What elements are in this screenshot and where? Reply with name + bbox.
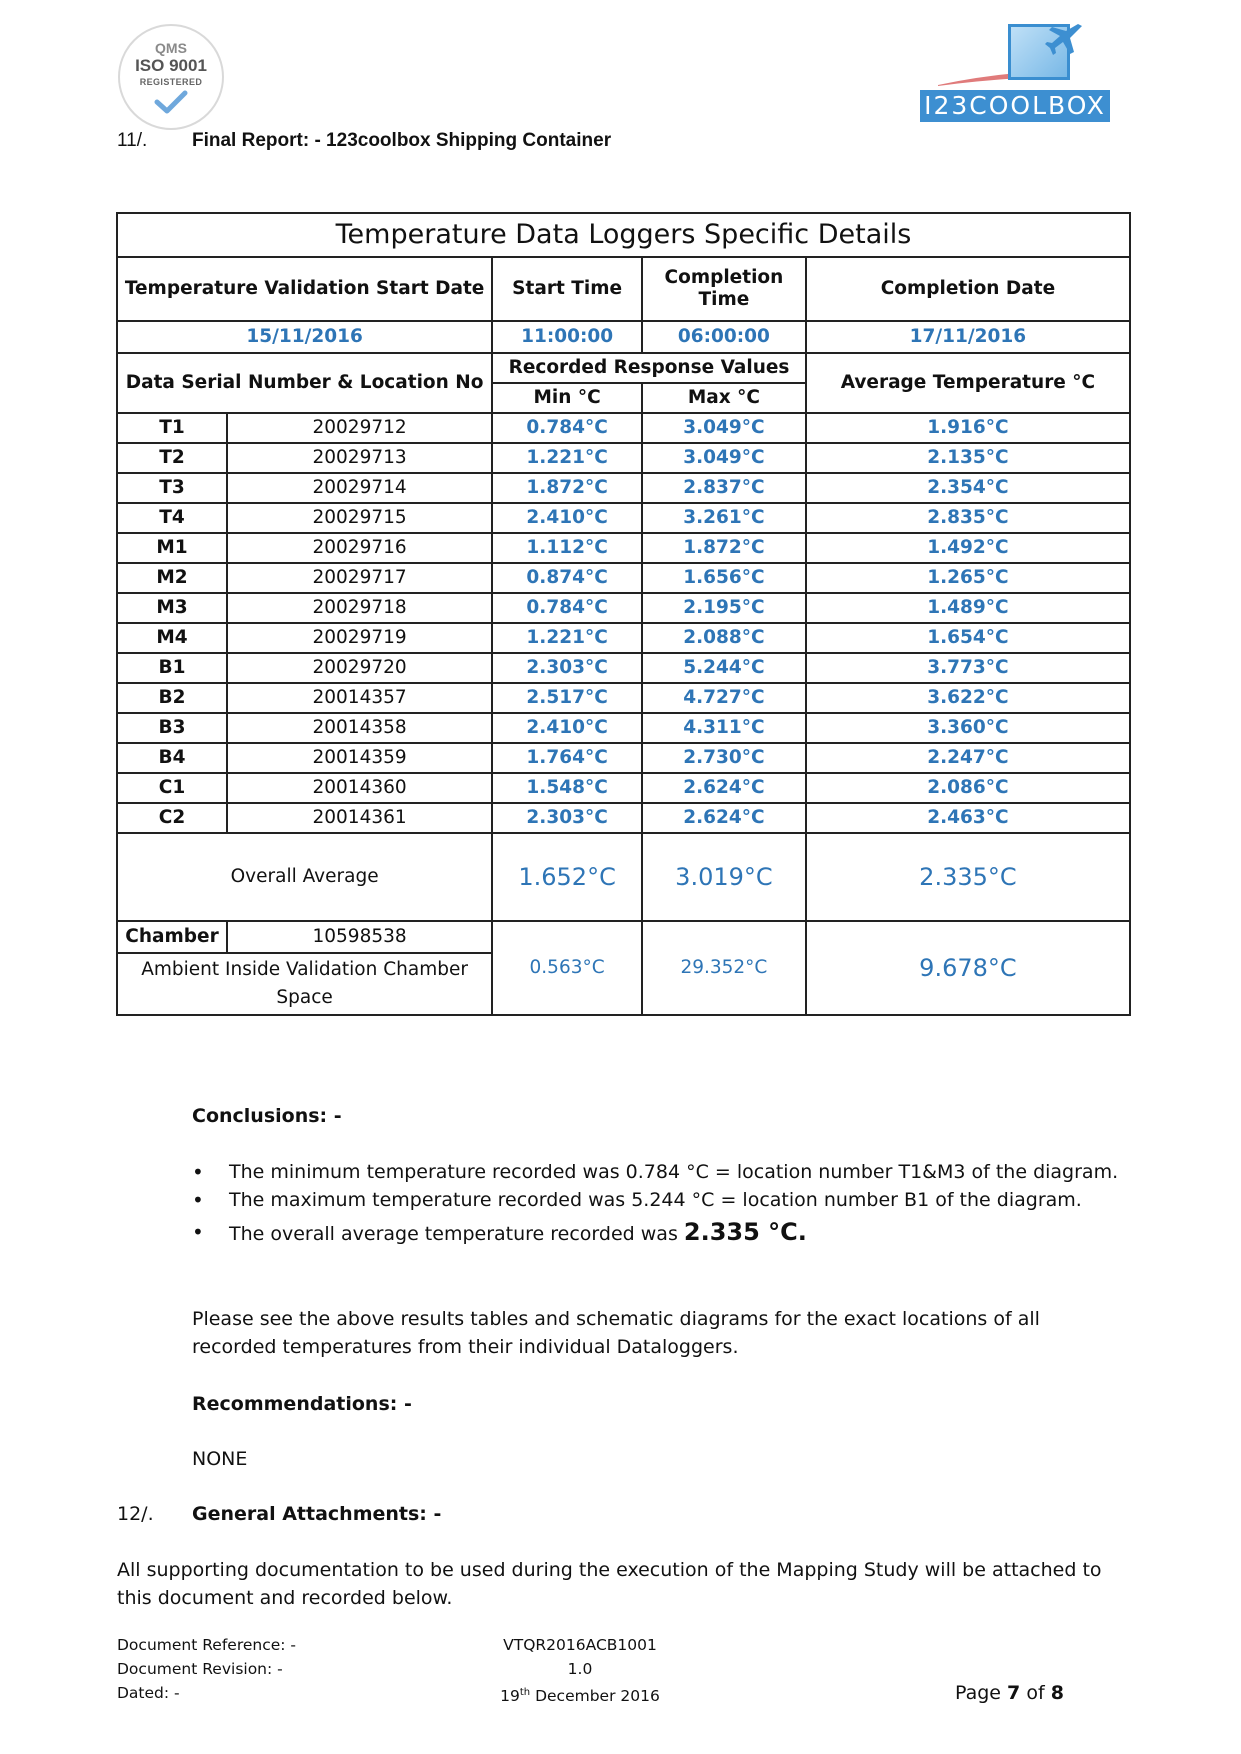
min-cell: 0.784°C xyxy=(492,413,642,443)
doc-reference-value: VTQR2016ACB1001 xyxy=(503,1636,657,1654)
table-row xyxy=(117,443,1130,473)
page-mid: of xyxy=(1020,1682,1051,1704)
recommendations-title: Recommendations: - xyxy=(192,1393,412,1415)
max-cell: 2.624°C xyxy=(642,803,806,833)
chamber-label: Chamber xyxy=(117,921,227,953)
min-cell: 2.303°C xyxy=(492,803,642,833)
overall-min: 1.652°C xyxy=(492,833,642,921)
completion-time-value: 06:00:00 xyxy=(642,321,806,353)
table-row xyxy=(117,713,1130,743)
section-number: 11/. xyxy=(117,130,148,151)
min-cell: 2.410°C xyxy=(492,503,642,533)
overall-average-row xyxy=(117,833,1130,921)
avg-cell: 1.654°C xyxy=(806,623,1130,653)
min-cell: 2.303°C xyxy=(492,653,642,683)
conclusions-heading xyxy=(192,1102,342,1130)
serial-cell: 20029718 xyxy=(227,593,492,623)
header-serial-location: Data Serial Number & Location No xyxy=(117,353,492,413)
serial-cell: 20029717 xyxy=(227,563,492,593)
location-cell: B1 xyxy=(117,653,227,683)
table-caption-row xyxy=(117,213,1130,257)
table-row xyxy=(117,473,1130,503)
list-item: • The minimum temperature recorded was 0.784 °C = location number T1&M3 of the diagram. xyxy=(192,1158,1132,1186)
chamber-min: 0.563°C xyxy=(492,921,642,1015)
doc-revision-label: Document Revision: - xyxy=(117,1660,283,1678)
overall-text: The overall average temperature recorded was xyxy=(229,1223,684,1245)
header-min: Min °C xyxy=(492,383,642,413)
max-cell: 2.088°C xyxy=(642,623,806,653)
avg-cell: 2.135°C xyxy=(806,443,1130,473)
avg-cell: 2.247°C xyxy=(806,743,1130,773)
avg-cell: 1.489°C xyxy=(806,593,1130,623)
min-cell: 1.872°C xyxy=(492,473,642,503)
table-row xyxy=(117,563,1130,593)
table-row xyxy=(117,803,1130,833)
logo-text: I23COOLBOX xyxy=(920,90,1110,122)
location-cell: M2 xyxy=(117,563,227,593)
dated-label: Dated: - xyxy=(117,1684,180,1702)
header-completion-time: Completion Time xyxy=(642,257,806,321)
table-row xyxy=(117,683,1130,713)
recommendations-heading xyxy=(192,1390,412,1418)
doc-reference-label: Document Reference: - xyxy=(117,1636,297,1654)
max-cell: 2.730°C xyxy=(642,743,806,773)
max-cell: 4.311°C xyxy=(642,713,806,743)
serial-cell: 20029715 xyxy=(227,503,492,533)
serial-cell: 20014359 xyxy=(227,743,492,773)
location-cell: M1 xyxy=(117,533,227,563)
dated-value xyxy=(480,1681,680,1708)
overall-max: 3.019°C xyxy=(642,833,806,921)
start-date-value: 15/11/2016 xyxy=(117,321,492,353)
badge-registered: REGISTERED xyxy=(139,77,203,87)
avg-cell: 2.086°C xyxy=(806,773,1130,803)
serial-cell: 20014361 xyxy=(227,803,492,833)
header-start-date: Temperature Validation Start Date xyxy=(117,257,492,321)
page-prefix: Page xyxy=(955,1682,1008,1704)
max-cell: 3.049°C xyxy=(642,443,806,473)
subheader-row-1 xyxy=(117,353,1130,383)
overall-average-label: Overall Average xyxy=(117,833,492,921)
dated-suffix: th xyxy=(519,1687,531,1698)
serial-cell: 20029716 xyxy=(227,533,492,563)
location-cell: B2 xyxy=(117,683,227,713)
location-cell: T3 xyxy=(117,473,227,503)
chamber-row xyxy=(117,921,1130,953)
overall-avg: 2.335°C xyxy=(806,833,1130,921)
serial-cell: 20029719 xyxy=(227,623,492,653)
dated-rest: December 2016 xyxy=(530,1687,660,1706)
avg-cell: 3.773°C xyxy=(806,653,1130,683)
location-cell: C2 xyxy=(117,803,227,833)
max-cell: 4.727°C xyxy=(642,683,806,713)
max-cell: 1.656°C xyxy=(642,563,806,593)
recommendations-value: NONE xyxy=(192,1448,248,1470)
header-row xyxy=(117,257,1130,321)
iso-badge xyxy=(118,24,224,130)
table-row xyxy=(117,533,1130,563)
table-row xyxy=(117,413,1130,443)
avg-cell: 2.463°C xyxy=(806,803,1130,833)
max-cell: 3.261°C xyxy=(642,503,806,533)
header-recorded-values: Recorded Response Values xyxy=(492,353,806,383)
completion-date-value: 17/11/2016 xyxy=(806,321,1130,353)
serial-cell: 20029712 xyxy=(227,413,492,443)
attachments-heading xyxy=(192,1500,441,1528)
chamber-avg: 9.678°C xyxy=(806,921,1130,1015)
list-item xyxy=(192,1218,1132,1248)
checkmark-icon xyxy=(154,90,188,114)
avg-cell: 3.360°C xyxy=(806,713,1130,743)
badge-qms: QMS xyxy=(155,40,187,56)
min-cell: 1.548°C xyxy=(492,773,642,803)
attachments-text: All supporting documentation to be used during the execution of the Mapping Study will be attached to this document and recorded below. xyxy=(117,1559,1102,1609)
ambient-label: Ambient Inside Validation Chamber Space xyxy=(117,953,492,1015)
max-cell: 5.244°C xyxy=(642,653,806,683)
max-cell: 2.837°C xyxy=(642,473,806,503)
min-cell: 0.874°C xyxy=(492,563,642,593)
section-subtitle: : - 123coolbox Shipping Container xyxy=(302,130,612,151)
serial-cell: 20014358 xyxy=(227,713,492,743)
dates-row xyxy=(117,321,1130,353)
serial-cell: 20029713 xyxy=(227,443,492,473)
header-completion-date: Completion Date xyxy=(806,257,1130,321)
overall-value: 2.335 °C. xyxy=(683,1218,807,1246)
table-caption: Temperature Data Loggers Specific Details xyxy=(117,213,1130,257)
location-cell: T1 xyxy=(117,413,227,443)
max-cell: 2.624°C xyxy=(642,773,806,803)
header-average-temperature: Average Temperature °C xyxy=(806,353,1130,413)
location-cell: T4 xyxy=(117,503,227,533)
location-cell: C1 xyxy=(117,773,227,803)
table-row xyxy=(117,653,1130,683)
table-row xyxy=(117,773,1130,803)
header-start-time: Start Time xyxy=(492,257,642,321)
min-cell: 1.112°C xyxy=(492,533,642,563)
header-max: Max °C xyxy=(642,383,806,413)
avg-cell: 1.916°C xyxy=(806,413,1130,443)
section-title: Final Report xyxy=(192,130,303,151)
chamber-serial: 10598538 xyxy=(227,921,492,953)
page-current: 7 xyxy=(1007,1682,1021,1704)
avg-cell: 2.354°C xyxy=(806,473,1130,503)
table-row xyxy=(117,593,1130,623)
min-cell: 1.221°C xyxy=(492,443,642,473)
location-cell: T2 xyxy=(117,443,227,473)
min-cell: 2.410°C xyxy=(492,713,642,743)
location-cell: B4 xyxy=(117,743,227,773)
table-row xyxy=(117,623,1130,653)
conclusions-note: Please see the above results tables and schematic diagrams for the exact locations of all recorded temperatures from their individual Dataloggers. xyxy=(192,1308,1040,1358)
serial-cell: 20029714 xyxy=(227,473,492,503)
max-cell: 1.872°C xyxy=(642,533,806,563)
list-item: • The maximum temperature recorded was 5.244 °C = location number B1 of the diagram. xyxy=(192,1186,1132,1214)
min-cell: 2.517°C xyxy=(492,683,642,713)
attachments-title: General Attachments: - xyxy=(192,1503,442,1525)
dated-day: 19 xyxy=(500,1687,520,1706)
max-cell: 3.049°C xyxy=(642,413,806,443)
table-row xyxy=(117,503,1130,533)
avg-cell: 3.622°C xyxy=(806,683,1130,713)
location-cell: B3 xyxy=(117,713,227,743)
footer-labels xyxy=(117,1633,296,1705)
start-time-value: 11:00:00 xyxy=(492,321,642,353)
avg-cell: 1.265°C xyxy=(806,563,1130,593)
avg-cell: 2.835°C xyxy=(806,503,1130,533)
temperature-table xyxy=(116,212,1131,1016)
serial-cell: 20029720 xyxy=(227,653,492,683)
serial-cell: 20014357 xyxy=(227,683,492,713)
attachments-number: 12/. xyxy=(117,1503,154,1525)
footer-values xyxy=(480,1633,680,1708)
max-cell: 2.195°C xyxy=(642,593,806,623)
chamber-max: 29.352°C xyxy=(642,921,806,1015)
badge-iso: ISO 9001 xyxy=(135,56,207,75)
section-heading xyxy=(192,130,611,152)
page-number xyxy=(955,1682,1064,1704)
airplane-icon xyxy=(1044,22,1084,56)
min-cell: 1.764°C xyxy=(492,743,642,773)
min-cell: 1.221°C xyxy=(492,623,642,653)
doc-revision-value: 1.0 xyxy=(567,1660,593,1678)
serial-cell: 20014360 xyxy=(227,773,492,803)
table-row xyxy=(117,743,1130,773)
conclusions-list xyxy=(192,1158,1132,1248)
company-logo xyxy=(920,22,1110,124)
conclusions-title: Conclusions: - xyxy=(192,1105,342,1127)
location-cell: M3 xyxy=(117,593,227,623)
location-cell: M4 xyxy=(117,623,227,653)
page-total: 8 xyxy=(1050,1682,1064,1704)
avg-cell: 1.492°C xyxy=(806,533,1130,563)
min-cell: 0.784°C xyxy=(492,593,642,623)
